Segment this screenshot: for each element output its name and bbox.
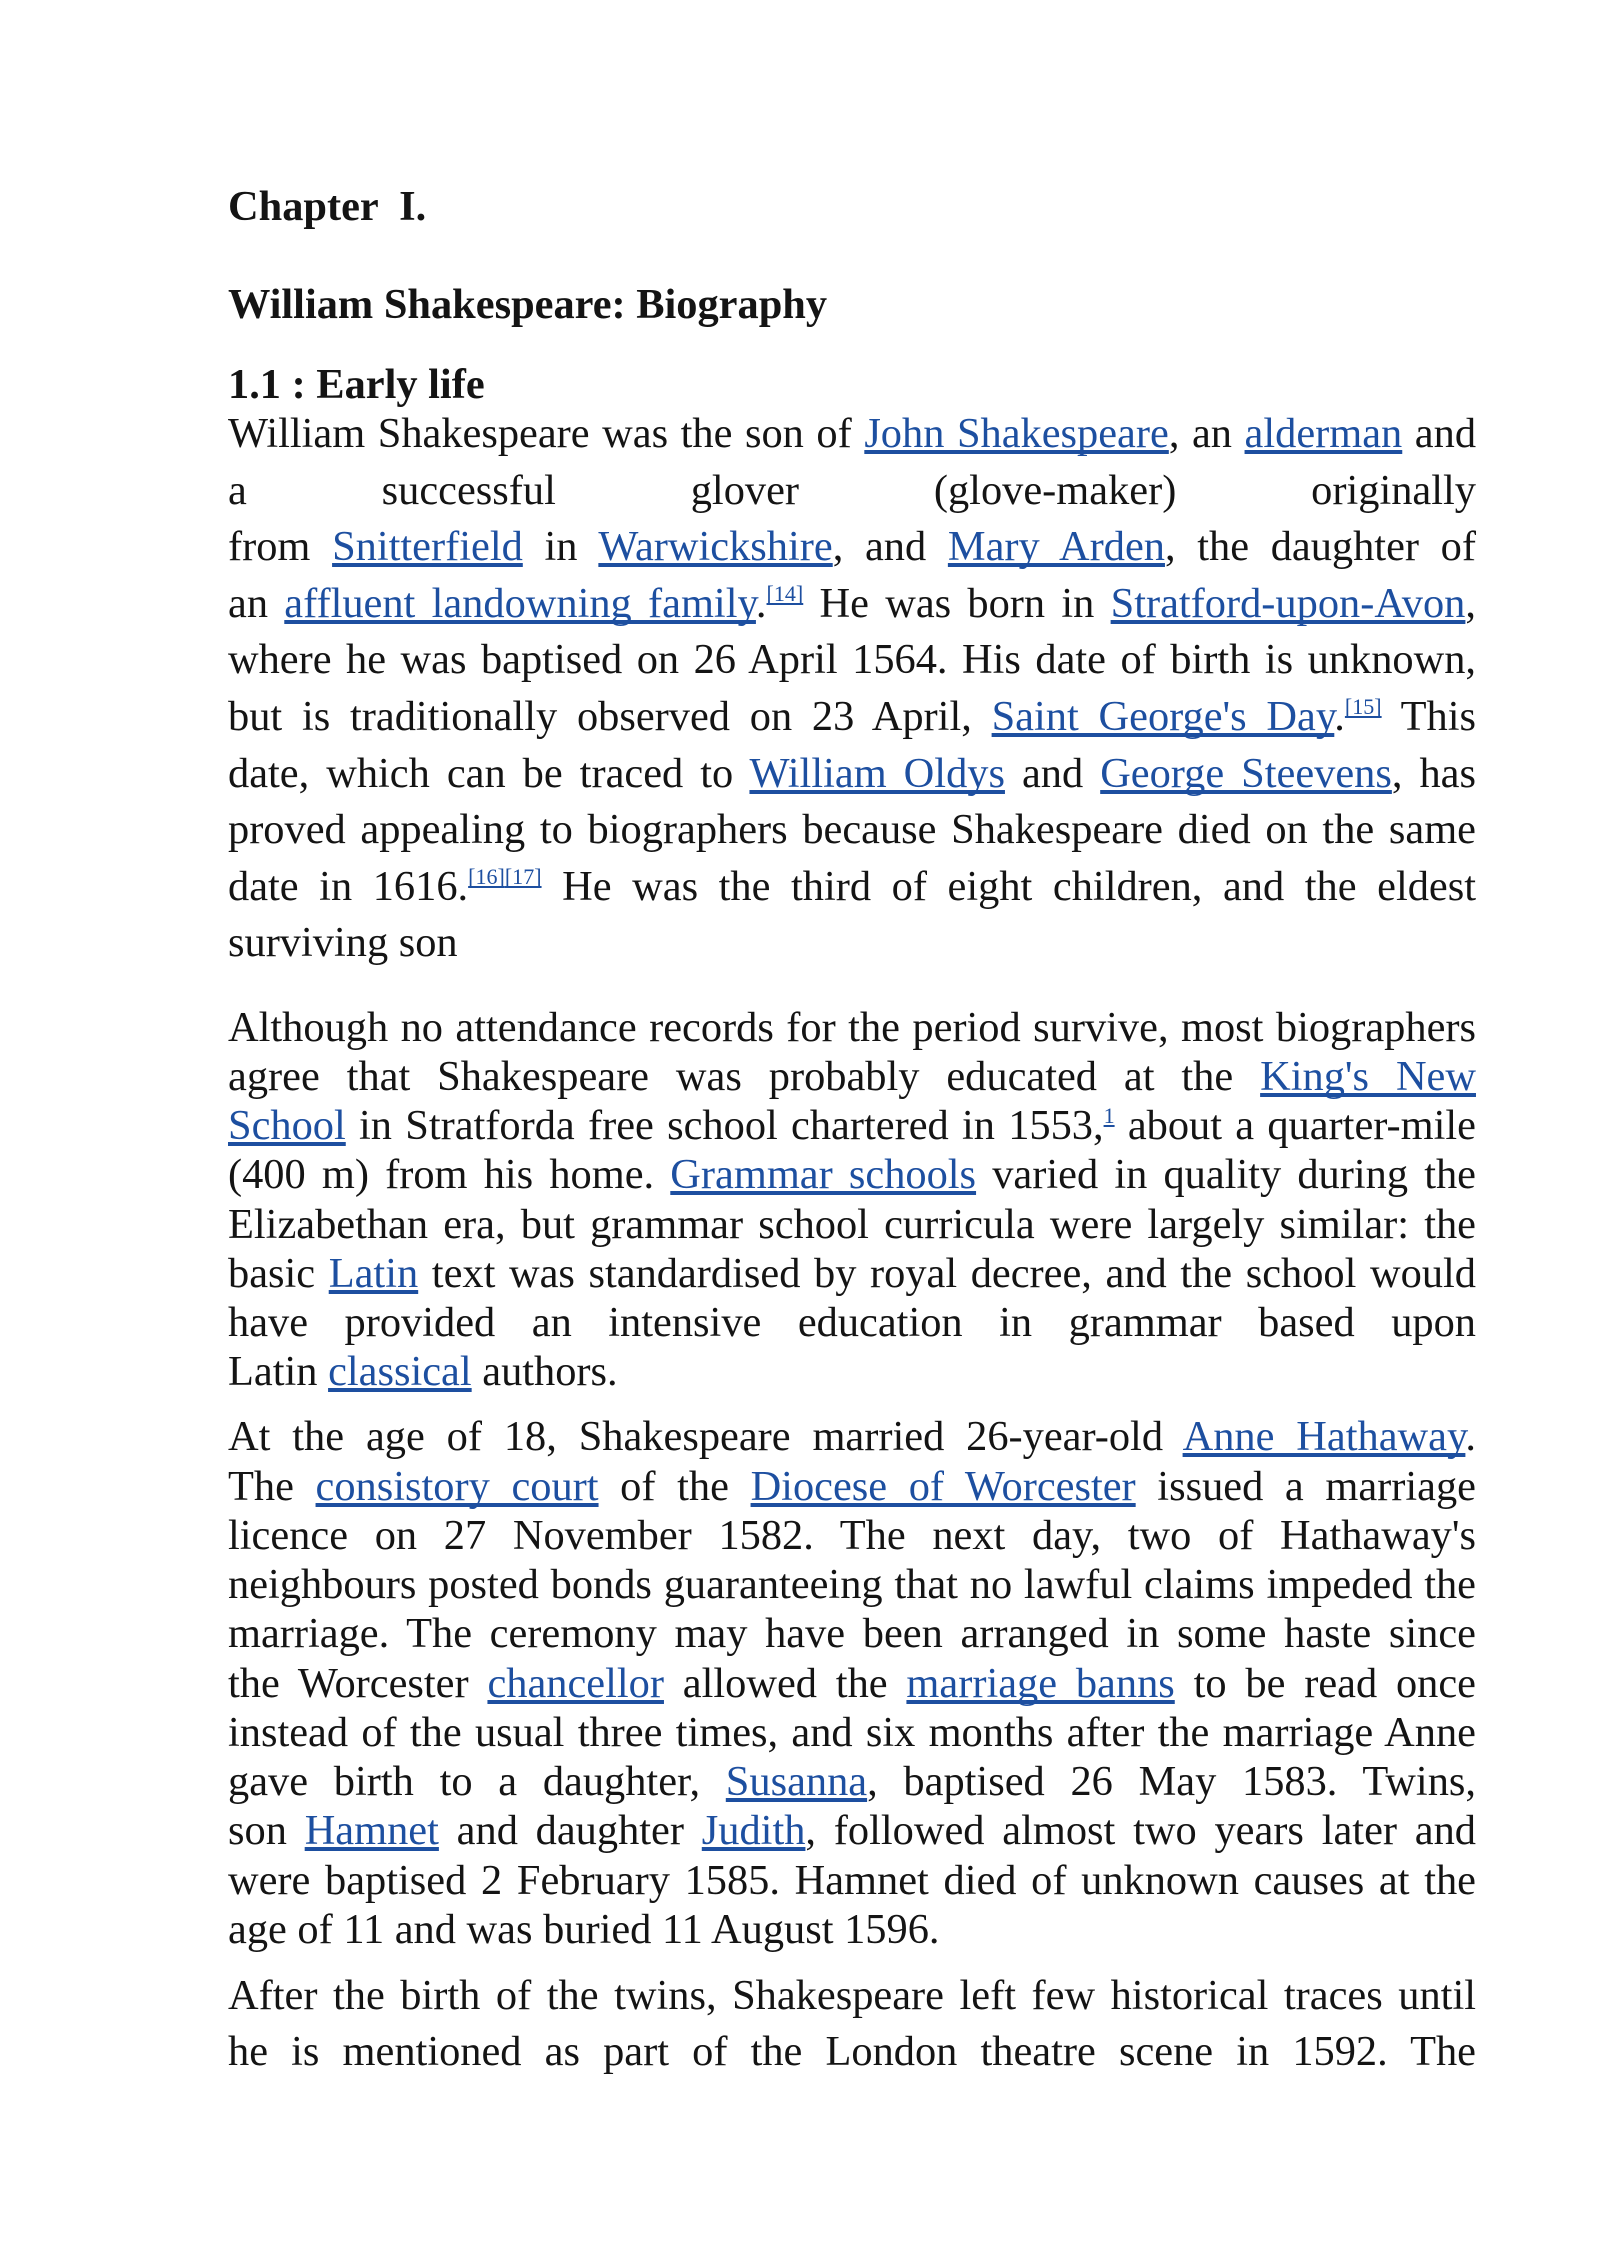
text-run: , followed almost two years later and (805, 1807, 1477, 1855)
text-line (228, 802, 1476, 859)
text-run: . (1334, 692, 1345, 740)
link-stratford-upon-avon[interactable]: Stratford-upon-Avon (1110, 579, 1466, 627)
paragraph-marriage (228, 1412, 1476, 1954)
text-run: . (1465, 1413, 1476, 1461)
text-run: varied in quality during the (976, 1151, 1476, 1199)
link-william-oldys[interactable]: William Oldys (749, 749, 1005, 797)
text-line (228, 576, 1476, 633)
text-run: the Worcester (228, 1659, 488, 1707)
text-line (228, 1249, 1476, 1298)
text-line (228, 1150, 1476, 1199)
link-chancellor[interactable]: chancellor (487, 1659, 664, 1707)
text-run: of the (598, 1462, 751, 1510)
link-consistory-court[interactable]: consistory court (315, 1462, 599, 1510)
link-john-shakespeare[interactable]: John Shakespeare (864, 410, 1169, 457)
link-george-steevens[interactable]: George Steevens (1100, 749, 1392, 797)
link-school[interactable]: School (228, 1102, 346, 1150)
text-line (228, 463, 1476, 520)
text-line (228, 1462, 1476, 1511)
text-line (228, 1856, 1476, 1905)
link-judith[interactable]: Judith (701, 1807, 806, 1855)
text-line (228, 1200, 1476, 1249)
text-run: but is traditionally observed on 23 April, (228, 692, 992, 740)
text-run: a successful glover (glove-maker) originally (228, 466, 1476, 514)
text-line (228, 519, 1476, 576)
text-run: and daughter (438, 1807, 702, 1855)
text-line (228, 2024, 1476, 2080)
link-affluent-landowning-family[interactable]: affluent landowning family (284, 579, 756, 627)
text-line (228, 689, 1476, 746)
text-run: (400 m) from his home. (228, 1151, 671, 1199)
text-line (228, 406, 1476, 463)
text-run: , has (1391, 749, 1476, 797)
text-run: The (228, 1462, 316, 1510)
text-run: son (228, 1807, 305, 1855)
text-run: surviving son (228, 919, 458, 967)
text-line (228, 1003, 1476, 1052)
text-run: allowed the (663, 1659, 907, 1707)
text-run: in (522, 523, 599, 571)
citation-link-15[interactable]: [15] (1344, 694, 1382, 720)
text-run: , (1465, 579, 1476, 627)
link-alderman[interactable]: alderman (1244, 410, 1403, 457)
paragraph-london-years (228, 1968, 1476, 2080)
text-run: issued a marriage (1135, 1462, 1476, 1510)
text-line (228, 859, 1476, 916)
text-line (228, 632, 1476, 689)
link-susanna[interactable]: Susanna (725, 1758, 868, 1806)
text-run: date in 1616. (228, 862, 469, 910)
text-run: were baptised 2 February 1585. Hamnet died of unknown causes at the (228, 1856, 1476, 1904)
link-warwickshire[interactable]: Warwickshire (598, 523, 833, 571)
text-line (228, 915, 1476, 972)
text-run: and (1004, 749, 1101, 797)
text-run: He was born in (803, 579, 1111, 627)
text-line (228, 1298, 1476, 1347)
link-mary-arden[interactable]: Mary Arden (947, 523, 1165, 571)
text-run: licence on 27 November 1582. The next day, two of Hathaway's (228, 1511, 1476, 1559)
text-run: gave birth to a daughter, (228, 1758, 726, 1806)
text-line (228, 1052, 1476, 1101)
text-run: he is mentioned as part of the London theatre scene in 1592. The (228, 2027, 1476, 2075)
text-run: proved appealing to biographers because Shakespeare died on the same (228, 806, 1476, 854)
link-marriage-banns[interactable]: marriage banns (906, 1659, 1175, 1707)
link-saint-george-s-day[interactable]: Saint George's Day (991, 692, 1335, 740)
text-run: instead of the usual three times, and six months after the marriage Anne (228, 1708, 1476, 1756)
citation-link-16[interactable]: [16] (468, 863, 505, 889)
citation-link-1[interactable]: 1 (1103, 1103, 1115, 1129)
link-classical[interactable]: classical (328, 1348, 472, 1396)
citation-link-17[interactable]: [17] (504, 863, 542, 889)
text-run: . (755, 579, 767, 627)
text-run: He was the third of eight children, and the eldest (541, 862, 1477, 910)
text-line (228, 1659, 1476, 1708)
text-run: , baptised 26 May 1583. Twins, (867, 1758, 1476, 1806)
link-snitterfield[interactable]: Snitterfield (332, 523, 523, 571)
text-line (228, 1347, 1476, 1396)
link-latin[interactable]: Latin (328, 1249, 419, 1297)
text-run: age of 11 and was buried 11 August 1596. (228, 1905, 940, 1953)
text-run: Elizabethan era, but grammar school curricula were largely similar: the (228, 1200, 1476, 1248)
text-line (228, 1560, 1476, 1609)
text-run: from (228, 523, 333, 571)
text-run: in Stratforda free school chartered in 1553, (345, 1102, 1104, 1150)
chapter-heading: Chapter I. (228, 183, 427, 230)
text-run: about a quarter-mile (1114, 1102, 1476, 1150)
text-run: At the age of 18, Shakespeare married 26-year-old (228, 1413, 1183, 1461)
link-anne-hathaway[interactable]: Anne Hathaway (1182, 1413, 1466, 1461)
paragraph-education (228, 1003, 1476, 1397)
text-line (228, 1511, 1476, 1560)
paragraph-early-life (228, 406, 1476, 972)
text-run: to be read once (1174, 1659, 1476, 1707)
citation-link-14[interactable]: [14] (766, 580, 804, 606)
document-title: William Shakespeare: Biography (228, 280, 828, 328)
text-run: text was standardised by royal decree, and the school would (418, 1249, 1476, 1297)
text-line (228, 1609, 1476, 1658)
text-run: marriage. The ceremony may have been arranged in some haste since (228, 1610, 1476, 1658)
text-run: an (228, 579, 285, 627)
text-line (228, 1968, 1476, 2024)
text-run: Latin (228, 1348, 329, 1396)
link-hamnet[interactable]: Hamnet (304, 1807, 439, 1855)
text-run: agree that Shakespeare was probably educated at the (228, 1052, 1261, 1100)
text-run: basic (228, 1249, 329, 1297)
text-run: After the birth of the twins, Shakespeare left few historical traces until (228, 1971, 1476, 2019)
text-line (228, 1412, 1476, 1461)
text-run: date, which can be traced to (228, 749, 750, 797)
text-run: authors. (471, 1348, 618, 1396)
text-run: neighbours posted bonds guaranteeing that no lawful claims impeded the (228, 1561, 1476, 1609)
text-run: , the daughter of (1164, 523, 1476, 571)
text-line (228, 1708, 1476, 1757)
text-line (228, 1101, 1476, 1150)
text-line (228, 1757, 1476, 1806)
text-line (228, 1905, 1476, 1954)
text-line (228, 1806, 1476, 1855)
text-run: have provided an intensive education in grammar based upon (228, 1299, 1476, 1347)
text-run: , an (1168, 410, 1245, 457)
link-grammar-schools[interactable]: Grammar schools (670, 1151, 977, 1199)
text-run: , and (832, 523, 948, 571)
section-heading: 1.1 : Early life (228, 361, 485, 408)
text-run: This (1381, 692, 1476, 740)
link-king-s-new[interactable]: King's New (1260, 1052, 1476, 1100)
link-diocese-of-worcester[interactable]: Diocese of Worcester (750, 1462, 1136, 1510)
text-line (228, 746, 1476, 803)
text-run: and (1402, 410, 1477, 457)
text-run: Although no attendance records for the period survive, most biographers (228, 1003, 1476, 1051)
text-run: where he was baptised on 26 April 1564. His date of birth is unknown, (228, 636, 1476, 684)
text-run: William Shakespeare was the son of (228, 410, 865, 457)
